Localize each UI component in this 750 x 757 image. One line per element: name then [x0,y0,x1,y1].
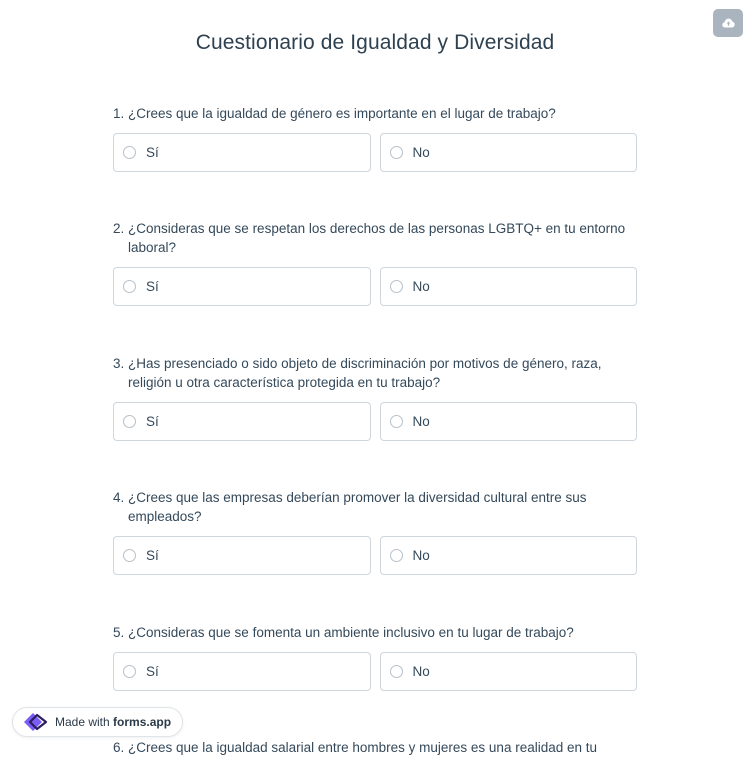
option-no[interactable] [380,267,638,306]
option-si[interactable] [113,536,371,575]
option-si[interactable] [113,402,371,441]
question-2 [113,219,637,306]
question-number: 3. [113,356,125,371]
question-label: ¿Crees que las empresas deberían promover la diversidad cultural entre sus empleados? [128,490,587,524]
question-label: ¿Crees que la igualdad salarial entre hombres y mujeres es una realidad en tu [128,740,598,755]
option-si[interactable] [113,133,371,172]
option-label: Sí [146,664,159,679]
answer-options [113,133,637,172]
question-6 [113,738,637,757]
option-si[interactable] [113,652,371,691]
option-label: No [412,548,430,563]
answer-options [113,402,637,441]
question-4 [113,488,637,575]
option-label: No [412,279,430,294]
question-number: 1. [113,106,125,121]
badge-brand: forms.app [113,715,172,729]
option-no[interactable] [380,133,638,172]
question-text [113,488,637,526]
question-text [113,104,637,123]
question-text [113,623,637,642]
question-text [113,738,637,757]
option-label: Sí [146,279,159,294]
question-number: 5. [113,625,125,640]
answer-options [113,652,637,691]
question-text [113,354,637,392]
option-si[interactable] [113,267,371,306]
made-with-badge[interactable] [12,707,183,737]
answer-options [113,536,637,575]
question-3 [113,354,637,441]
radio-button[interactable] [390,415,403,428]
forms-app-logo-icon [21,710,49,734]
answer-options [113,267,637,306]
badge-prefix: Made with [55,715,110,729]
radio-button[interactable] [123,665,136,678]
option-no[interactable] [380,536,638,575]
cloud-upload-icon [722,18,735,28]
question-number: 6. [113,740,125,755]
radio-button[interactable] [123,280,136,293]
option-label: No [412,664,430,679]
question-5 [113,623,637,691]
radio-button[interactable] [390,549,403,562]
form-title: Cuestionario de Igualdad y Diversidad [195,31,555,54]
option-label: No [412,414,430,429]
radio-button[interactable] [390,665,403,678]
option-no[interactable] [380,652,638,691]
option-no[interactable] [380,402,638,441]
radio-button[interactable] [123,549,136,562]
question-label: ¿Crees que la igualdad de género es importante en el lugar de trabajo? [128,106,556,121]
radio-button[interactable] [123,415,136,428]
question-1 [113,104,637,172]
question-text [113,219,637,257]
question-number: 4. [113,490,125,505]
option-label: Sí [146,414,159,429]
radio-button[interactable] [390,146,403,159]
option-label: No [412,145,430,160]
option-label: Sí [146,145,159,160]
question-label: ¿Consideras que se fomenta un ambiente inclusivo en tu lugar de trabajo? [128,625,574,640]
radio-button[interactable] [390,280,403,293]
question-label: ¿Consideras que se respetan los derechos de las personas LGBTQ+ en tu entorno laboral? [128,221,626,255]
question-number: 2. [113,221,125,236]
question-label: ¿Has presenciado o sido objeto de discriminación por motivos de género, raza, religión u otra característica protegida en tu trabajo? [128,356,602,390]
badge-text [55,715,171,729]
radio-button[interactable] [123,146,136,159]
option-label: Sí [146,548,159,563]
